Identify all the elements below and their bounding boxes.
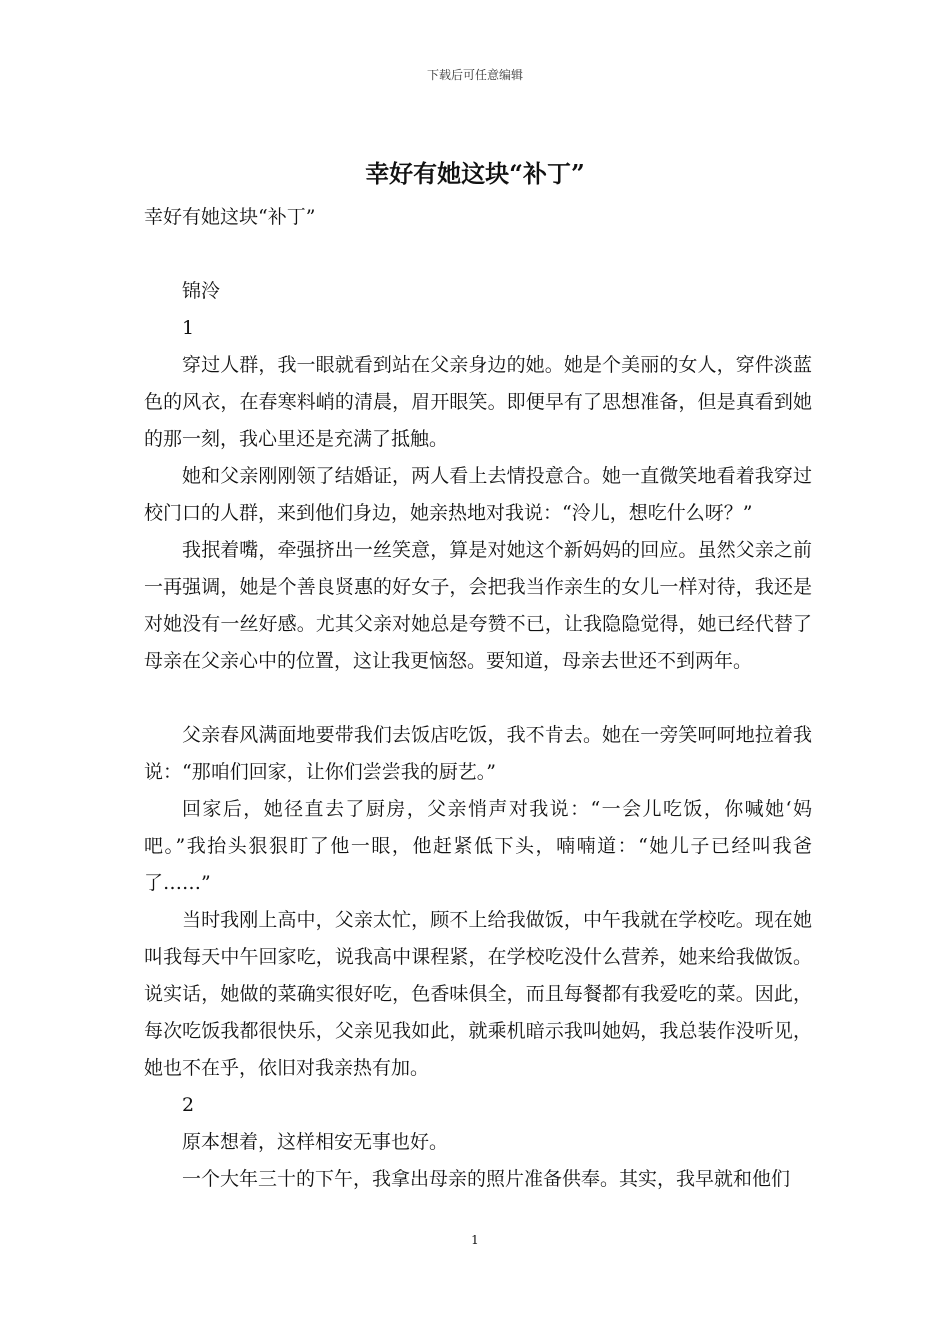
- author-line: 锦泠: [182, 280, 221, 302]
- paragraph: 当时我刚上高中，父亲太忙，顾不上给我做饭，中午我就在学校吃。现在她叫我每天中午回家吃，说我高中课程紧，在学校吃没什么营养，她来给我做饭。说实话，她做的菜确实很好吃，色香味俱全，而且每餐都有我爱吃的菜。因此，每次吃饭我都很快乐，父亲见我如此，就乘机暗示我叫她妈，我总装作没听见，她也不在乎，依旧对我亲热有加。: [144, 909, 812, 1079]
- paragraph: 回家后，她径直去了厨房，父亲悄声对我说：“一会儿吃饭，你喊她‘妈吧。”我抬头狠狠盯了他一眼，他赶紧低下头，喃喃道：“她儿子已经叫我爸了……”: [144, 798, 812, 894]
- paragraph: 父亲春风满面地要带我们去饭店吃饭，我不肯去。她在一旁笑呵呵地拉着我说：“那咱们回家，让你们尝尝我的厨艺。”: [144, 724, 812, 783]
- page-number: 1: [471, 1233, 479, 1247]
- document-title: 幸好有她这块“补丁”: [365, 159, 585, 188]
- page-header: 下载后可任意编辑: [426, 68, 523, 82]
- document-body: [144, 199, 812, 1198]
- paragraph: 她和父亲刚刚领了结婚证，两人看上去情投意合。她一直微笑地看着我穿过校门口的人群，来到他们身边，她亲热地对我说：“泠儿，想吃什么呀？”: [144, 465, 812, 524]
- paragraph: 我抿着嘴，牵强挤出一丝笑意，算是对她这个新妈妈的回应。虽然父亲之前一再强调，她是个善良贤惠的好女子，会把我当作亲生的女儿一样对待，我还是对她没有一丝好感。尤其父亲对她总是夸赞不已，让我隐隐觉得，她已经代替了母亲在父亲心中的位置，这让我更恼怒。要知道，母亲去世还不到两年。: [144, 539, 812, 672]
- paragraph: 穿过人群，我一眼就看到站在父亲身边的她。她是个美丽的女人，穿件淡蓝色的风衣，在春寒料峭的清晨，眉开眼笑。即便早有了思想准备，但是真看到她的那一刻，我心里还是充满了抵触。: [144, 354, 812, 450]
- section-number: 2: [182, 1094, 195, 1116]
- paragraph: 原本想着，这样相安无事也好。: [182, 1131, 449, 1153]
- section-number: 1: [182, 317, 195, 339]
- paragraph: 一个大年三十的下午，我拿出母亲的照片准备供奉。其实，我早就和他们: [182, 1168, 791, 1190]
- subtitle-line: 幸好有她这块“补丁”: [144, 206, 316, 228]
